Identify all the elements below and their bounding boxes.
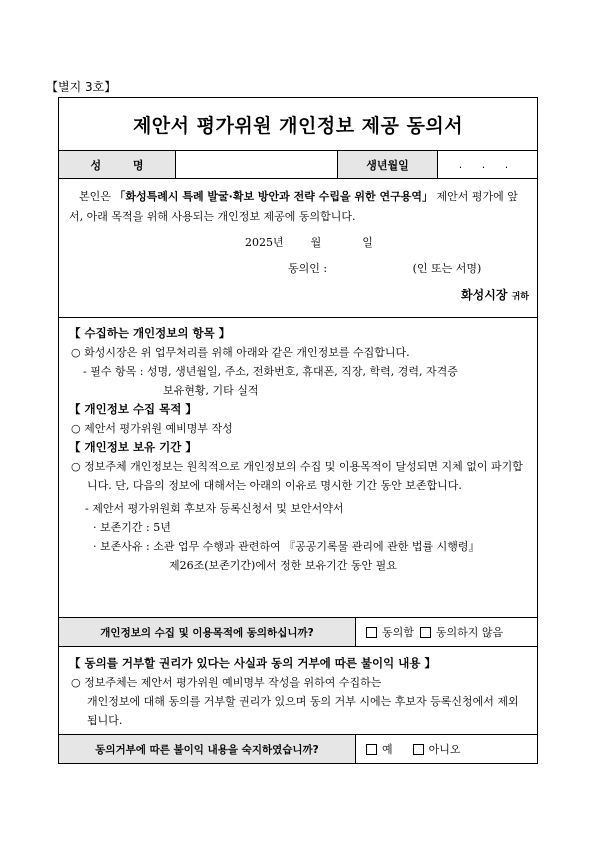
- addressee-suffix: 귀하: [511, 292, 529, 302]
- purpose-heading: 【 개인정보 수집 목적 】: [69, 402, 197, 416]
- period-line: · 보존사유 : 소관 업무 수행과 관련하여 『공공기록물 관리에 관한 법률 시행령』: [93, 540, 480, 553]
- project-title: 「화성특례시 특례 발굴·확보 방안과 전략 수립을 위한 연구용역」: [114, 190, 434, 203]
- signer-label: 동의인 :: [288, 262, 328, 275]
- addressee: [461, 286, 529, 303]
- acknowledge-question-row: [59, 735, 537, 763]
- date-year: 2025년: [245, 236, 284, 249]
- purpose-line: ○ 제안서 평가위원 예비명부 작성: [71, 422, 233, 435]
- refusal-section: [59, 647, 537, 735]
- addressee-name: 화성시장: [461, 288, 508, 302]
- no-checkbox[interactable]: [413, 744, 424, 755]
- period-line: 제26조(보존기간)에서 정한 보유기간 동안 필요: [169, 559, 397, 572]
- no-label: 아니오: [428, 743, 461, 756]
- items-line: 보유현황, 기타 실적: [163, 384, 259, 397]
- signer-line: [288, 260, 481, 276]
- items-line: - 필수 항목 : 성명, 생년월일, 주소, 전화번호, 휴대폰, 직장, 학력, 경력, 자격증: [83, 365, 458, 378]
- disagree-checkbox[interactable]: [420, 627, 431, 638]
- refusal-line: 개인정보에 대해 동의를 거부할 권리가 있으며 동의 거부 시에는 후보자 등록신청에서 제외됩니다.: [87, 695, 519, 727]
- birthdate-field[interactable]: . . .: [458, 158, 517, 171]
- birthdate-label: 생년월일: [338, 151, 438, 178]
- agreement-options: [356, 618, 537, 646]
- agree-checkbox[interactable]: [366, 627, 377, 638]
- name-label: 성 명: [59, 151, 176, 178]
- name-field[interactable]: [176, 151, 338, 178]
- items-line: ○ 화성시장은 위 업무처리를 위해 아래와 같은 개인정보를 수집합니다.: [71, 346, 410, 359]
- refusal-heading: 【 동의를 거부할 권리가 있다는 사실과 동의 거부에 따른 불이익 내용 】: [69, 656, 436, 670]
- period-line: ○ 정보주체 개인정보는 원칙적으로 개인정보의 수집 및 이용목적이 달성되면 지체 없이 파기합니다. 단, 다음의 정보에 대해서는 아래의 이유로 명시한 기간 동안 보존합니다.: [71, 460, 523, 492]
- disagree-label: 동의하지 않음: [435, 626, 504, 639]
- period-line: - 제안서 평가위원회 후보자 등록신청서 및 보안서약서: [85, 502, 344, 515]
- refusal-line: ○ 정보주체는 제안서 평가위원 예비명부 작성을 위하여 수집하는: [71, 676, 382, 689]
- period-line: · 보존기간 : 5년: [93, 521, 171, 534]
- intro-prefix: 본인은: [79, 190, 115, 203]
- agree-label: 동의함: [382, 626, 414, 639]
- acknowledge-options: [356, 735, 537, 763]
- agreement-question: 개인정보의 수집 및 이용목적에 동의하십니까?: [59, 618, 356, 646]
- period-heading: 【 개인정보 보유 기간 】: [69, 440, 197, 454]
- acknowledge-question: 동의거부에 따른 불이익 내용을 숙지하였습니까?: [59, 735, 356, 763]
- date-month: 월: [310, 236, 322, 249]
- attachment-label: 【별지 3호】: [46, 80, 117, 94]
- form-title: 제안서 평가위원 개인정보 제공 동의서: [59, 98, 537, 151]
- signature-mark[interactable]: (인 또는 서명): [412, 262, 482, 275]
- yes-checkbox[interactable]: [366, 744, 377, 755]
- privacy-info-section: [59, 318, 537, 618]
- consent-paragraph: [69, 187, 529, 227]
- date-day: 일: [362, 236, 373, 249]
- info-row: [59, 151, 537, 179]
- agreement-question-row: [59, 618, 537, 647]
- consent-statement: [59, 179, 537, 318]
- items-heading: 【 수집하는 개인정보의 항목 】: [69, 326, 231, 340]
- yes-label: 예: [382, 743, 393, 756]
- consent-date: [245, 234, 373, 250]
- consent-form: [58, 97, 538, 764]
- intro-suffix: 제안서 평가에 앞서, 아래 목적을 위해 사용되는 개인정보 제공에 동의합니다.: [69, 190, 518, 223]
